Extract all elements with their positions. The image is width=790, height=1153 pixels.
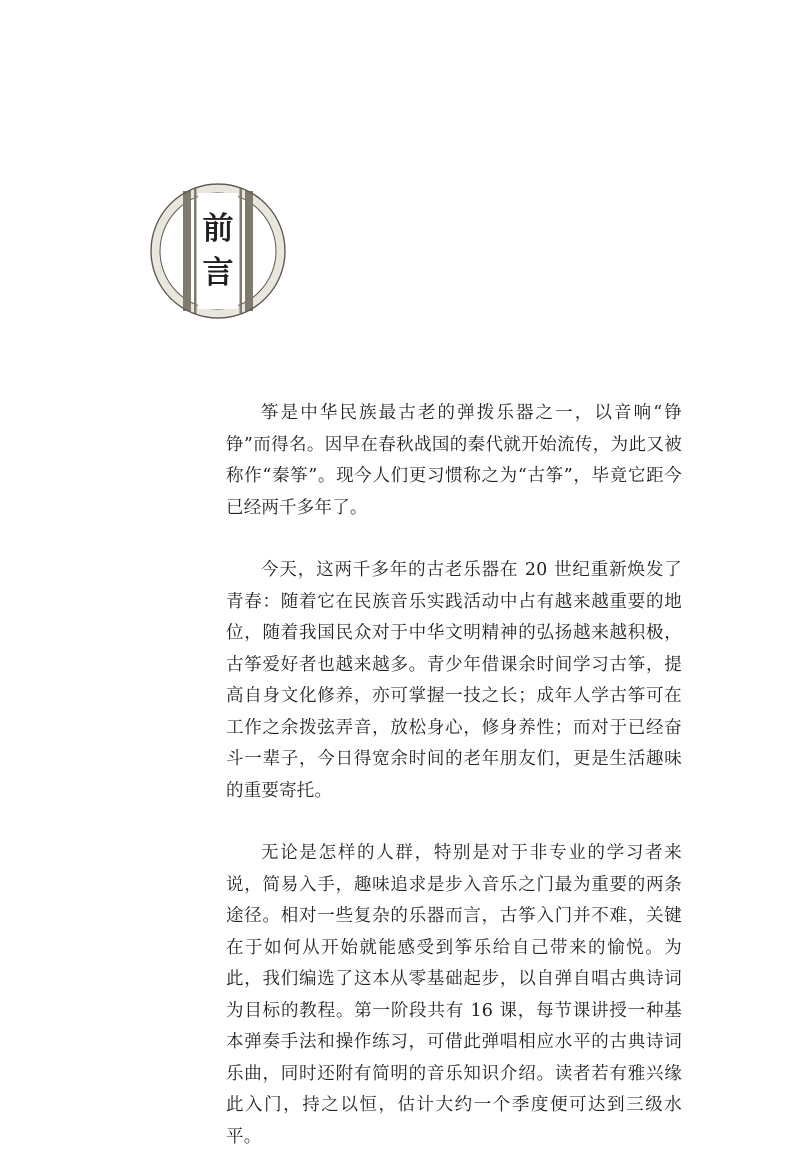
emblem-band-right-outer: [245, 191, 253, 311]
emblem-band-left-outer: [183, 191, 191, 311]
paragraph-2: 今天，这两千多年的古老乐器在 20 世纪重新焕发了青春：随着它在民族音乐实践活动中占有越来越重要的地位，随着我国民众对于中华文明精神的弘扬越来越积极，古筝爱好者也越来越多。青少年借课余时间学习古筝，提高自身文化修养，亦可掌握一技之长；成年人学古筝可在工作之余拨弦弄音，放松身心，修身养性；而对于已经奋斗一辈子，今日得宽余时间的老年朋友们，更是生活趣味的重要寄托。: [226, 560, 682, 801]
paragraph-3: 无论是怎样的人群，特别是对于非专业的学习者来说，简易入手，趣味追求是步入音乐之门最为重要的两条途径。相对一些复杂的乐器而言，古筝入门并不难，关键在于如何从开始就能感受到筝乐给自己带来的愉悦。为此，我们编选了这本从零基础起步，以自弹自唱古典诗词为目标的教程。第一阶段共有 16 课，每节课讲授一种基本弹奏手法和操作练习，可借此弹唱相应水平的古典诗词乐曲，同时还附有简明的音乐知识介绍。读者若有雅兴缘此入门，持之以恒，估计大约一个季度便可达到三级水平。: [226, 843, 682, 1147]
emblem-center-panel: [198, 193, 238, 309]
emblem-band-right-inner: [240, 188, 243, 314]
preface-emblem: [150, 183, 286, 319]
title-char-2: 言: [202, 255, 234, 291]
preface-body: [226, 398, 682, 1153]
emblem-seal-graphic: [150, 183, 286, 319]
paragraph-1: 筝是中华民族最古老的弹拨乐器之一，以音响“铮铮”而得名。因早在春秋战国的秦代就开始流传，为此又被称作“秦筝”。现今人们更习惯称之为“古筝”，毕竟它距今已经两千多年了。: [226, 403, 682, 518]
title-char-1: 前: [202, 211, 234, 247]
emblem-band-left-inner: [194, 188, 197, 314]
